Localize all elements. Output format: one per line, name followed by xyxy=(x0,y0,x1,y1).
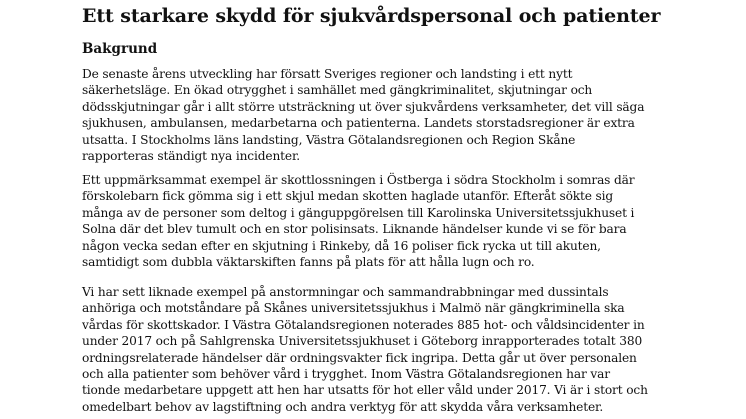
text-line: förskolebarn fick gömma sig i ett skjul medan skotten haglade utanför. Efteråt sökte sig xyxy=(82,189,614,204)
paragraph-1 xyxy=(82,66,722,164)
text-line: tionde medarbetare uppgett att hen har utsatts för hot eller våld under 2017. Vi är i stort och xyxy=(82,383,648,398)
text-line: någon vecka sedan efter en skjutning i Rinkeby, då 16 poliser fick rycka ut till akuten, xyxy=(82,238,601,253)
document-title: Ett starkare skydd för sjukvårdspersonal och patienter xyxy=(82,5,661,27)
text-line: sjukhusen, ambulansen, medarbetarna och patienterna. Landets storstadsregioner är extra xyxy=(82,116,635,131)
text-line: Vi har sett liknade exempel på anstormningar och sammandrabbningar med dussintals xyxy=(82,285,609,299)
text-line: vårdas för skottskador. I Västra Götalandsregionen noterades 885 hot- och våldsincidenter in xyxy=(82,317,645,332)
text-line: Solna där det blev tumult och en stor polisinsats. Liknande händelser kunde vi se för bara xyxy=(82,222,627,237)
text-line: anhöriga och motståndare på Skånes universitetssjukhus i Malmö när gängkriminella ska xyxy=(82,301,625,316)
paragraph-3 xyxy=(82,284,722,415)
text-line: omedelbart behov av lagstiftning och andra verktyg för att skydda våra verksamheter. xyxy=(82,399,604,414)
text-line: ordningsrelaterade händelser där ordningsvakter fick ingripa. Detta går ut över personalen xyxy=(82,350,637,365)
text-line: och alla patienter som behöver vård i trygghet. Inom Västra Götalandsregionen har var xyxy=(82,367,610,382)
text-line: utsatta. I Stockholms läns landsting, Västra Götalandsregionen och Region Skåne xyxy=(82,132,576,147)
text-line: samtidigt som dubbla väktarskiften fanns på plats för att hålla lugn och ro. xyxy=(82,255,535,270)
text-line: rapporteras ständigt nya incidenter. xyxy=(82,149,301,164)
text-line: De senaste årens utveckling har försatt Sveriges regioner och landsting i ett nytt xyxy=(82,67,573,81)
text-line: dödsskjutningar går i allt större utsträckning ut över sjukvårdens verksamheter, det vill säga xyxy=(82,99,645,114)
text-line: Ett uppmärksammat exempel är skottlossningen i Östberga i södra Stockholm i somras där xyxy=(82,173,635,187)
text-line: under 2017 och på Sahlgrenska Universitetssjukhuset i Göteborg inrapporterades totalt 380 xyxy=(82,334,643,349)
text-line: säkerhetsläge. En ökad otrygghet i samhället med gängkriminalitet, skjutningar och xyxy=(82,83,593,98)
paragraph-2 xyxy=(82,172,722,270)
text-line: många av de personer som deltog i gänguppgörelsen till Karolinska Universitetssjukhuset i xyxy=(82,205,635,220)
section-heading: Bakgrund xyxy=(82,41,158,57)
